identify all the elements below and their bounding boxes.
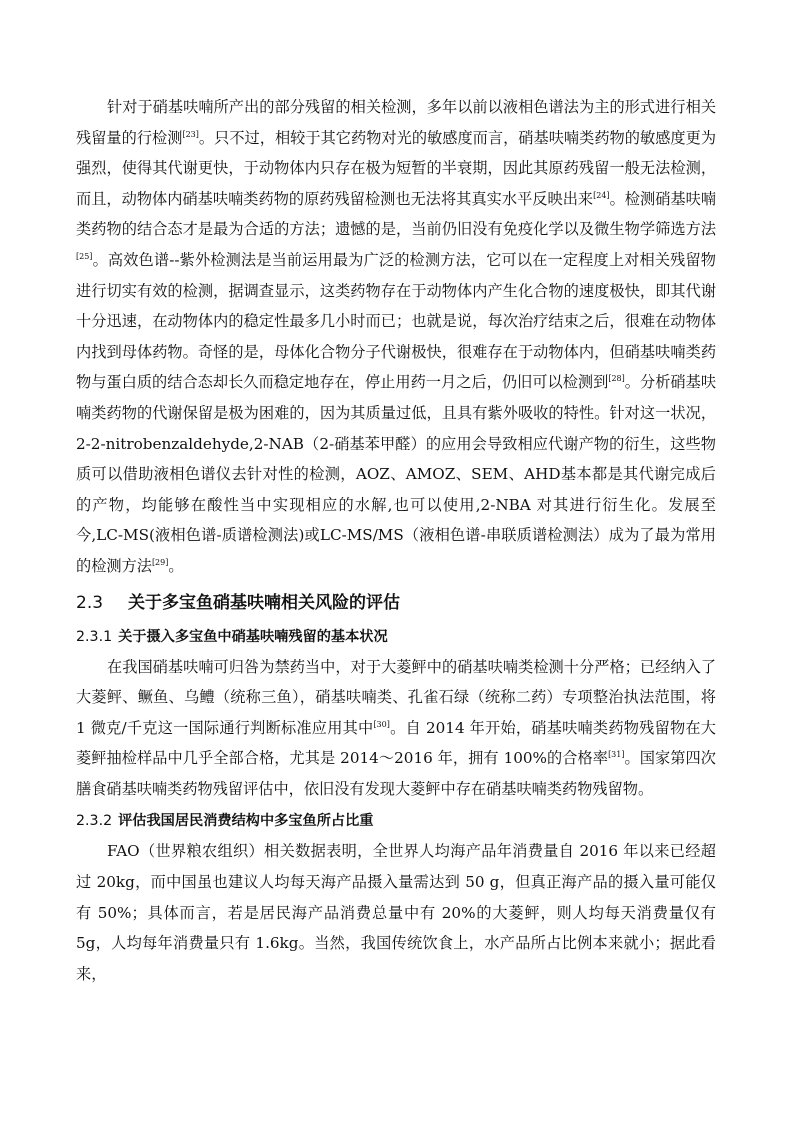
citation: [30] bbox=[373, 719, 390, 729]
citation: [23] bbox=[182, 129, 199, 139]
text-run: 。分析硝基呋喃类药物的代谢保留是极为困难的，因为其质量过低，且具有紫外吸收的特性。针对这一状况，2-2-nitrobenzaldehyde,2-NAB（2-硝基苯甲醛）的应用会导致相应代谢产物的衍生，这些物质可以借助液相色谱仪去针对性的检测，AOZ、AMOZ、SEM、AHD基本都是其代谢完成后的产物，均能够在酸性当中实现相应的水解,也可以使用,2-NBA 对其进行衍生化。发展至今,LC-MS(液相色谱-质谱检测法)或LC-MS/MS（液相色谱-串联质谱检测法）成为了最为常用的检测方法 bbox=[76, 373, 717, 575]
section-heading bbox=[76, 586, 716, 620]
citation: [29] bbox=[151, 557, 169, 567]
text-run: 。国家第四次膳食硝基呋喃类药物残留评估中，依旧没有发现大菱鲆中存在硝基呋喃类药物残留物。 bbox=[76, 749, 716, 798]
citation: [31] bbox=[608, 750, 625, 760]
body-paragraph bbox=[76, 92, 716, 582]
subsection-heading bbox=[76, 806, 716, 836]
subsection-title: 评估我国居民消费结构中多宝鱼所占比重 bbox=[118, 813, 374, 830]
document-page bbox=[76, 92, 716, 989]
body-paragraph bbox=[76, 652, 716, 805]
text-run: 。检测硝基呋喃类药物的结合态才是最为合适的方法；遗憾的是，当前仍旧没有免疫化学以及微生物学筛选方法 bbox=[76, 189, 717, 239]
body-paragraph bbox=[76, 836, 716, 989]
section-title: 关于多宝鱼硝基呋喃相关风险的评估 bbox=[128, 592, 400, 613]
text-run: 针对于硝基呋喃所产出的部分残留的相关检测，多年以前以液相色谱法为主的形式进行相关残留量的行检测 bbox=[76, 98, 716, 147]
text-run: 在我国硝基呋喃可归咎为禁药当中，对于大菱鲆中的硝基呋喃类检测十分严格；已经纳入了大菱鲆、鳜鱼、乌鳢（统称三鱼），硝基呋喃类、孔雀石绿（统称二药）专项整治执法范围，将 1 微克/千克这一国际通行判断标准应用其中 bbox=[76, 657, 716, 737]
citation: [28] bbox=[608, 374, 625, 384]
subsection-title: 关于摄入多宝鱼中硝基呋喃残留的基本状况 bbox=[118, 628, 388, 645]
citation: [24] bbox=[593, 190, 610, 200]
subsection-number: 2.3.2 bbox=[76, 813, 113, 830]
text-run: 。 bbox=[168, 556, 184, 575]
text-run: 。只不过，相较于其它药物对光的敏感度而言，硝基呋喃类药物的敏感度更为强烈，使得其代谢更快，于动物体内只存在极为短暂的半衰期，因此其原药残留一般无法检测，而且，动物体内硝基呋喃类药物的原药残留检测也无法将其真实水平反映出来 bbox=[76, 128, 717, 208]
subsection-heading bbox=[76, 622, 716, 652]
text-run: 。自 2014 年开始，硝基呋喃类药物残留物在大菱鲆抽检样品中几乎全部合格，尤其是 2014～2016 年，拥有 100%的合格率 bbox=[76, 718, 716, 768]
text-run: 。高效色谱--紫外检测法是当前运用最为广泛的检测方法，它可以在一定程度上对相关残留物进行切实有效的检测，据调查显示，这类药物存在于动物体内产生化合物的速度极快，即其代谢十分迅速，在动物体内的稳定性最多几小时而已；也就是说，每次治疗结束之后，很难在动物体内找到母体药物。奇怪的是，母体化合物分子代谢极快，很难存在于动物体内，但硝基呋喃类药物与蛋白质的结合态却长久而稳定地存在，停止用药一月之后，仍旧可以检测到 bbox=[76, 250, 716, 392]
citation: [25] bbox=[76, 251, 93, 261]
subsection-number: 2.3.1 bbox=[76, 628, 113, 645]
text-run: FAO（世界粮农组织）相关数据表明，全世界人均海产品年消费量自 2016 年以来已经超过 20kg，而中国虽也建议人均每天海产品摄入量需达到 50 g，但真正海产品的摄入量可能仅有 50%；具体而言，若是居民海产品消费总量中有 20%的大菱鲆，则人均每天消费量仅有 5g，人均每年消费量只有 1.6kg。当然，我国传统饮食上，水产品所占比例本来就小；据此看来， bbox=[76, 842, 716, 983]
section-number: 2.3 bbox=[76, 592, 104, 613]
